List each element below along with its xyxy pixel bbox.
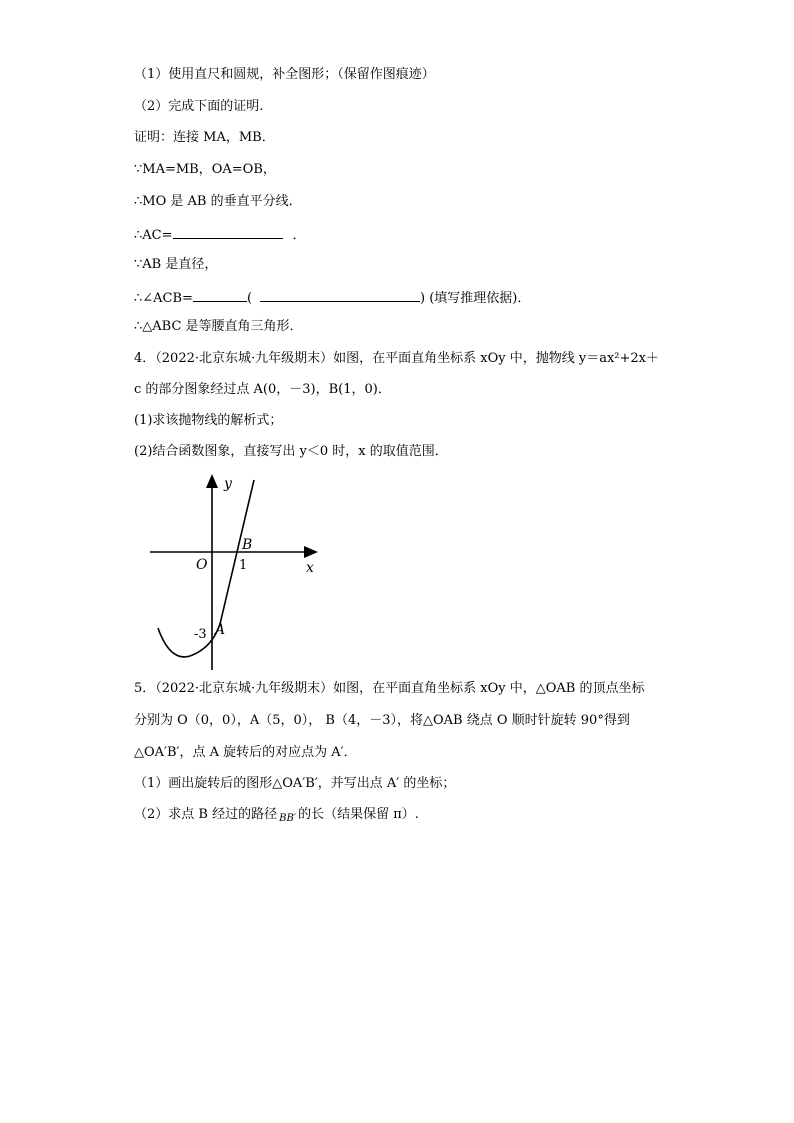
proof-therefore-final: ∴△ABC 是等腰直角三角形．	[134, 319, 303, 334]
point-a-label: A	[215, 622, 226, 638]
ac-answer-blank[interactable]	[173, 224, 283, 239]
x-axis-arrow	[304, 546, 318, 558]
acb-prefix: ∴∠ACB=	[134, 291, 193, 306]
q5-line2: 分别为 O（0，0），A（5，0）， B（4，－3），将△OAB 绕点 O 顺时针旋转 90°得到	[134, 713, 630, 728]
q5-sub2	[134, 806, 419, 825]
ac-prefix: ∴AC=	[134, 228, 173, 243]
q5-sub1: （1）画出旋转后的图形△OA′B′，并写出点 A′ 的坐标；	[134, 776, 456, 791]
q5-sub2-suffix: 的长（结果保留 π）.	[298, 807, 419, 822]
acb-paren-close: ) (填写推理依据)．	[420, 291, 531, 306]
y-axis-label: y	[224, 476, 232, 492]
proof-acb-line	[134, 287, 530, 308]
acb-paren-open: (	[246, 291, 253, 306]
proof-start: 证明：连接 MA，MB．	[134, 130, 275, 145]
q5-sub2-prefix: （2）求点 B 经过的路径	[134, 807, 278, 822]
ac-suffix: ．	[292, 228, 306, 243]
proof-therefore-1: ∴MO 是 AB 的垂直平分线．	[134, 194, 302, 209]
tick-label-1: 1	[239, 558, 248, 573]
q4-sub1: (1)求该抛物线的解析式；	[134, 413, 283, 428]
proof-because-2: ∵AB 是直径，	[134, 257, 218, 272]
point-b-label: B	[242, 537, 253, 553]
q4-line1: 4．（2022·北京东城·九年级期末）如图，在平面直角坐标系 xOy 中，抛物线 y＝ax²+2x＋	[134, 351, 659, 366]
q5-line1: 5．（2022·北京东城·九年级期末）如图，在平面直角坐标系 xOy 中，△OAB 的顶点坐标	[134, 681, 645, 696]
q3-part2: （2）完成下面的证明.	[134, 99, 264, 114]
proof-ac-line	[134, 224, 306, 245]
q4-line2: c 的部分图象经过点 A(0，－3)，B(1，0)．	[134, 382, 391, 397]
proof-because-1: ∵MA=MB，OA=OB，	[134, 162, 276, 177]
q5-line3: △OA′B′，点 A 旋转后的对应点为 A′．	[134, 745, 357, 760]
q4-sub2: (2)结合函数图象，直接写出 y＜0 时，x 的取值范围．	[134, 444, 448, 459]
origin-label: O	[196, 557, 208, 573]
tick-label-neg3: -3	[194, 627, 207, 642]
q3-part1: （1）使用直尺和圆规，补全图形；（保留作图痕迹）	[134, 67, 435, 82]
arc-bb-prime: BB′	[279, 813, 297, 824]
acb-reason-blank[interactable]	[260, 287, 420, 302]
x-axis-label: x	[306, 560, 314, 576]
parabola-figure	[150, 466, 340, 681]
acb-answer-blank[interactable]	[193, 287, 247, 302]
y-axis-arrow	[206, 474, 218, 488]
